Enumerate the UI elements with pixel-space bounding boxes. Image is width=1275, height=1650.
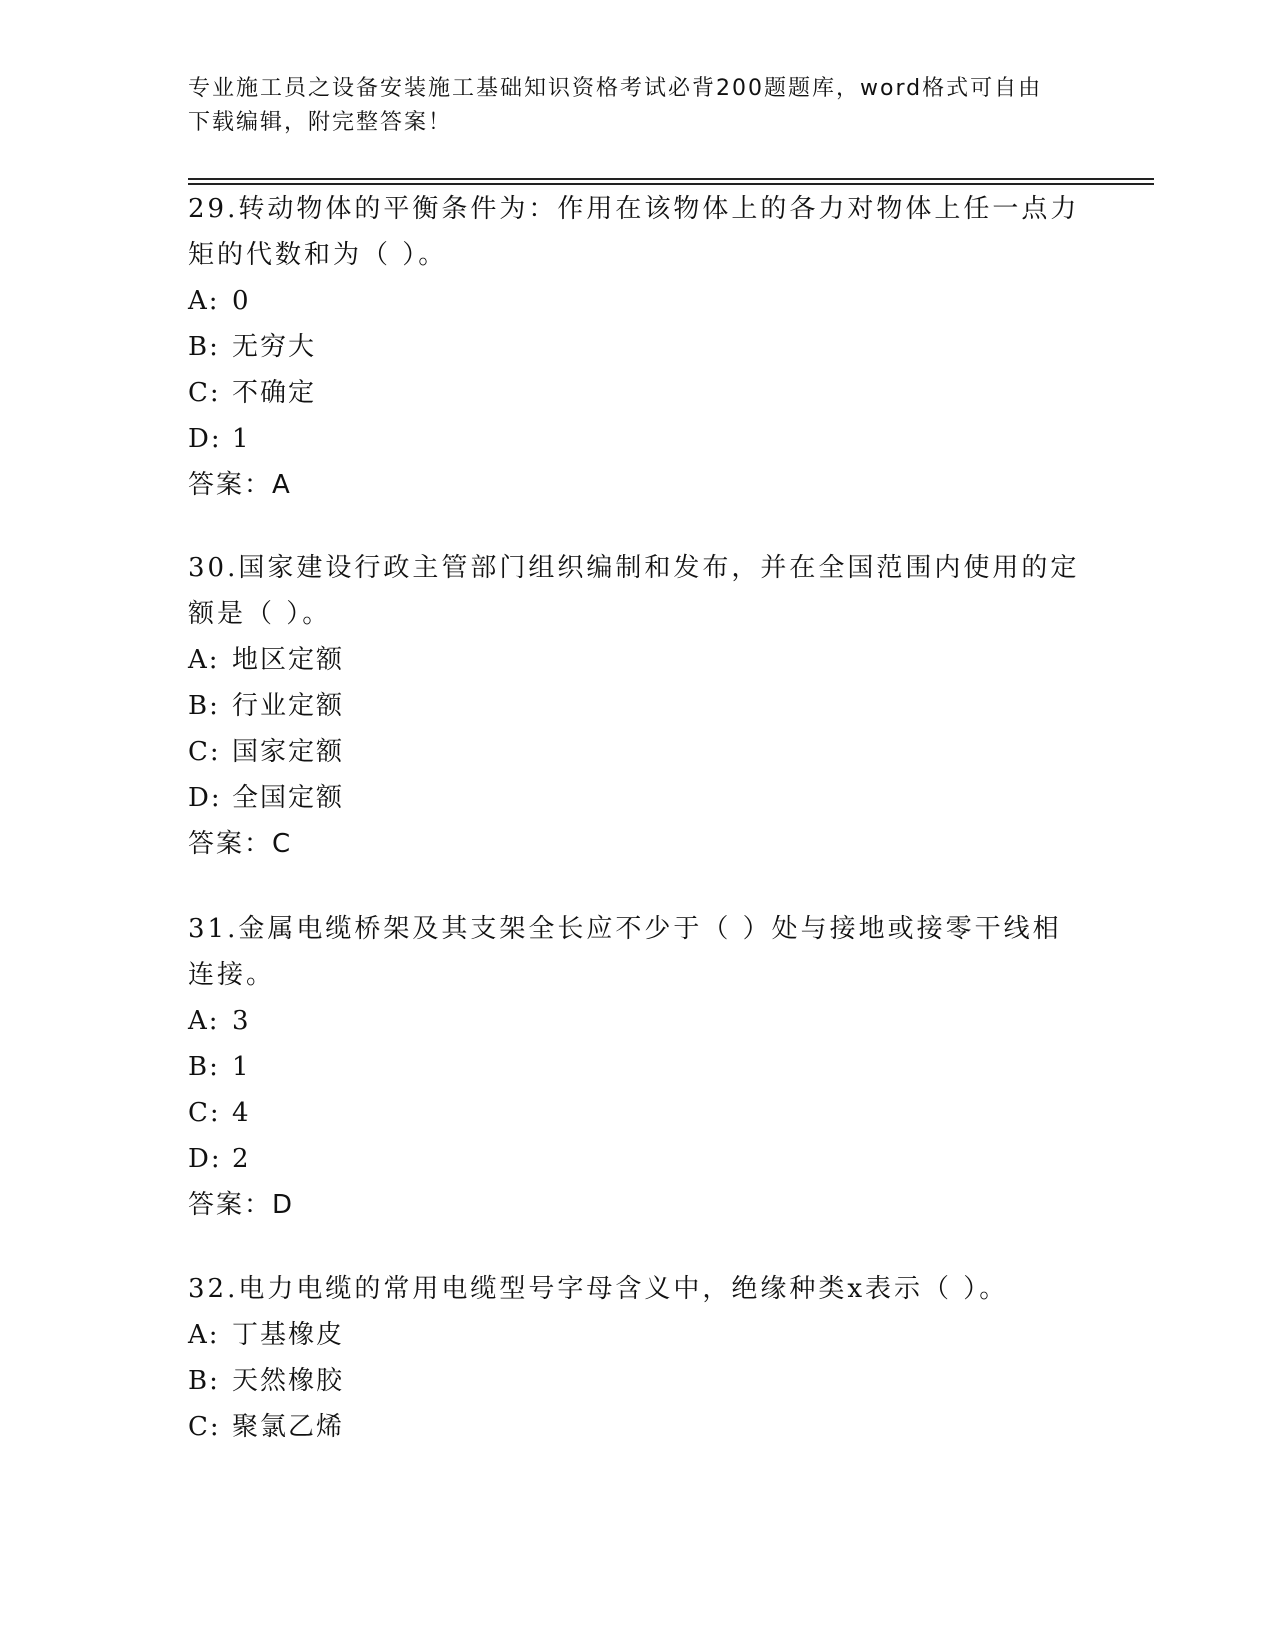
answer-line: 答案：C [188, 829, 293, 859]
option-text: 全国定额 [232, 783, 345, 813]
option-key: C: [188, 1412, 221, 1442]
option-key: C: [188, 378, 221, 408]
option-text: 聚氯乙烯 [232, 1412, 345, 1442]
question-29 [188, 186, 1088, 508]
question-stem [188, 545, 1088, 637]
option-text: 地区定额 [232, 645, 345, 675]
answer-line: 答案：D [188, 1190, 295, 1220]
option-text: 不确定 [232, 378, 317, 408]
option-b [188, 1358, 1088, 1404]
question-stem-line: 30.国家建设行政主管部门组织编制和发布，并在全国范围内使用的定 [188, 553, 1080, 583]
option-text: 1 [232, 1052, 251, 1082]
option-c [188, 1404, 1088, 1450]
option-text: 丁基橡皮 [232, 1320, 345, 1350]
question-stem-line: 32.电力电缆的常用电缆型号字母含义中，绝缘种类x表示（ ）。 [188, 1274, 1009, 1304]
question-stem-line: 29.转动物体的平衡条件为：作用在该物体上的各力对物体上任一点力 [188, 194, 1080, 224]
option-key: D: [188, 1144, 222, 1174]
question-stem-line: 矩的代数和为（ ）。 [188, 240, 448, 270]
option-key: B: [188, 332, 220, 362]
answer-line: 答案：A [188, 470, 292, 500]
option-text: 2 [232, 1144, 251, 1174]
option-key: B: [188, 1366, 220, 1396]
option-a [188, 278, 1088, 324]
option-text: 4 [232, 1098, 251, 1128]
option-key: C: [188, 737, 221, 767]
option-text: 无穷大 [232, 332, 317, 362]
question-30 [188, 545, 1088, 867]
option-a [188, 998, 1088, 1044]
option-c [188, 370, 1088, 416]
question-31 [188, 906, 1088, 1228]
option-key: A: [188, 286, 220, 316]
option-key: B: [188, 1052, 220, 1082]
option-c [188, 1090, 1088, 1136]
question-stem [188, 906, 1088, 998]
option-key: A: [188, 645, 220, 675]
option-a [188, 1312, 1088, 1358]
option-text: 0 [232, 286, 251, 316]
question-stem [188, 1266, 1088, 1312]
header-line-2: 下载编辑，附完整答案！ [188, 110, 453, 135]
question-stem-line: 额是（ ）。 [188, 599, 332, 629]
option-key: D: [188, 783, 222, 813]
header-line-1: 专业施工员之设备安装施工基础知识资格考试必背200题题库，word格式可自由 [188, 76, 1043, 101]
option-text: 国家定额 [232, 737, 345, 767]
option-d [188, 416, 1088, 462]
question-stem-line: 连接。 [188, 960, 276, 990]
header-divider-bottom [188, 183, 1154, 185]
option-key: C: [188, 1098, 221, 1128]
option-key: A: [188, 1320, 220, 1350]
option-text: 天然橡胶 [232, 1366, 345, 1396]
option-c [188, 729, 1088, 775]
option-b [188, 1044, 1088, 1090]
header-divider-top [188, 178, 1154, 180]
option-text: 1 [232, 424, 251, 454]
question-32 [188, 1266, 1088, 1450]
option-a [188, 637, 1088, 683]
option-b [188, 324, 1088, 370]
question-stem-line: 31.金属电缆桥架及其支架全长应不少于（ ）处与接地或接零干线相 [188, 914, 1062, 944]
option-key: A: [188, 1006, 220, 1036]
option-key: D: [188, 424, 222, 454]
document-header [188, 72, 1068, 140]
question-stem [188, 186, 1088, 278]
option-text: 3 [232, 1006, 251, 1036]
option-d [188, 1136, 1088, 1182]
option-d [188, 775, 1088, 821]
option-b [188, 683, 1088, 729]
option-key: B: [188, 691, 220, 721]
option-text: 行业定额 [232, 691, 345, 721]
